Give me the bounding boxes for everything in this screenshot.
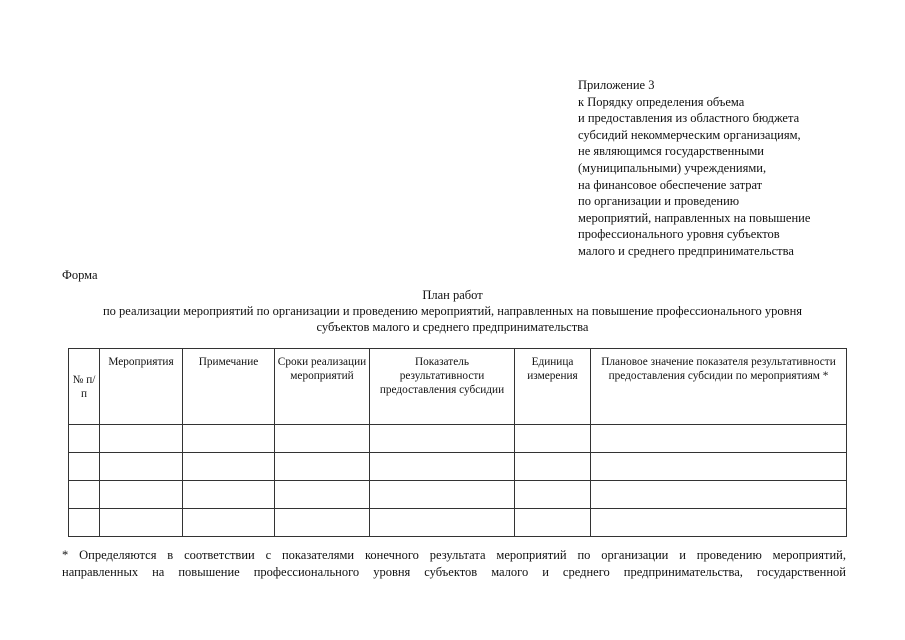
- table-cell: [275, 481, 370, 509]
- appendix-line: малого и среднего предпринимательства: [578, 243, 794, 258]
- header-number: № п/п: [69, 349, 100, 425]
- table-cell: [100, 453, 183, 481]
- table-cell: [591, 481, 847, 509]
- appendix-line: и предоставления из областного бюджета: [578, 111, 800, 126]
- table-cell: [183, 425, 275, 453]
- appendix-line: не являющимся государственными: [578, 144, 764, 159]
- table-cell: [100, 509, 183, 537]
- table-cell: [515, 453, 591, 481]
- header-activities: Мероприятия: [100, 349, 183, 425]
- table-header-row: [69, 349, 847, 425]
- table-cell: [69, 481, 100, 509]
- footnote-line: * Определяются в соответствии с показателями конечного результата мероприятий по организации и проведению мероприятий,: [62, 548, 846, 562]
- appendix-block: [578, 77, 878, 260]
- table-cell: [275, 453, 370, 481]
- table-row: [69, 425, 847, 453]
- table-cell: [183, 481, 275, 509]
- table-cell: [591, 509, 847, 537]
- plan-title: План работ: [422, 288, 483, 302]
- footnote-line: направленных на повышение профессионального уровня субъектов малого и среднего предпринимательства, государственной: [62, 564, 846, 579]
- table-cell: [69, 425, 100, 453]
- table-row: [69, 453, 847, 481]
- header-unit: Единица измерения: [515, 349, 591, 425]
- header-planned-value: Плановое значение показателя результативности предоставления субсидии по мероприятиям *: [591, 349, 847, 425]
- table-row: [69, 509, 847, 537]
- plan-table: [68, 348, 847, 537]
- table-cell: [370, 425, 515, 453]
- plan-subtitle-line-1: по реализации мероприятий по организации и проведению мероприятий, направленных на повышение профессионального уровня: [102, 304, 803, 318]
- header-indicator: Показатель результативности предоставления субсидии: [370, 349, 515, 425]
- appendix-line: мероприятий, направленных на повышение: [578, 210, 811, 225]
- appendix-line: субсидий некоммерческим организациям,: [578, 127, 801, 142]
- footnote: [62, 547, 846, 580]
- table-cell: [100, 425, 183, 453]
- table-cell: [515, 481, 591, 509]
- table-row: [69, 481, 847, 509]
- table-cell: [515, 509, 591, 537]
- appendix-line: профессионального уровня субъектов: [578, 227, 780, 242]
- table-cell: [69, 453, 100, 481]
- plan-subtitle-line-2: субъектов малого и среднего предпринимательства: [316, 320, 589, 334]
- table-cell: [370, 453, 515, 481]
- table-cell: [370, 509, 515, 537]
- table-cell: [100, 481, 183, 509]
- table-cell: [69, 509, 100, 537]
- table-cell: [370, 481, 515, 509]
- table-cell: [591, 425, 847, 453]
- table-cell: [275, 509, 370, 537]
- header-terms: Сроки реализации мероприятий: [275, 349, 370, 425]
- table-cell: [275, 425, 370, 453]
- table-body: [69, 425, 847, 537]
- table-cell: [183, 509, 275, 537]
- appendix-line: на финансовое обеспечение затрат: [578, 177, 763, 192]
- appendix-line: Приложение 3: [578, 78, 655, 92]
- table-cell: [183, 453, 275, 481]
- appendix-line: к Порядку определения объема: [578, 94, 745, 109]
- form-label: Форма: [62, 268, 98, 282]
- header-note: Примечание: [183, 349, 275, 425]
- table-cell: [591, 453, 847, 481]
- appendix-line: по организации и проведению: [578, 194, 740, 209]
- appendix-line: (муниципальными) учреждениями,: [578, 160, 767, 175]
- table-cell: [515, 425, 591, 453]
